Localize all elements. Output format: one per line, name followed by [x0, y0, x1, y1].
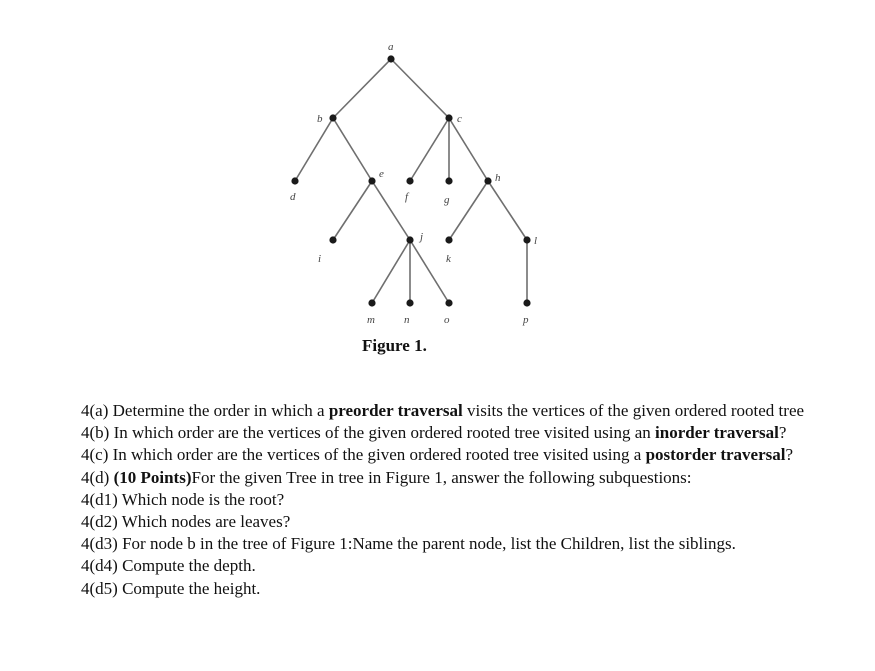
- question-4a: 4(a) Determine the order in which a preorder traversal visits the vertices of the given ordered rooted tree: [81, 401, 805, 420]
- tree-node-d: [291, 177, 298, 184]
- tree-node-i: [329, 236, 336, 243]
- tree-node-o: [445, 299, 452, 306]
- question-4d: 4(d) (10 Points)For the given Tree in tree in Figure 1, answer the following subquestions:: [81, 467, 692, 487]
- tree-node-label-l: l: [534, 235, 538, 247]
- tree-edge-a-c: [391, 59, 449, 118]
- tree-node-p: [523, 299, 530, 306]
- tree-node-label-i: i: [318, 253, 322, 265]
- question-4b: 4(b) In which order are the vertices of the given ordered rooted tree visited using an inorder traversal?: [81, 423, 787, 443]
- tree-node-label-o: o: [444, 314, 450, 326]
- tree-edge-b-e: [333, 118, 372, 181]
- tree-node-label-h: h: [495, 172, 501, 184]
- question-list: [81, 400, 871, 600]
- tree-node-f: [406, 177, 413, 184]
- question-4d4: 4(d4) Compute the depth.: [81, 556, 256, 576]
- tree-edge-e-j: [372, 181, 410, 240]
- tree-node-k: [445, 236, 452, 243]
- tree-node-n: [406, 299, 413, 306]
- tree-edge-j-m: [372, 240, 410, 303]
- tree-node-c: [445, 114, 452, 121]
- tree-node-h: [484, 177, 491, 184]
- tree-node-label-m: m: [367, 314, 375, 326]
- tree-node-label-g: g: [444, 194, 450, 206]
- tree-node-a: [387, 55, 394, 62]
- tree-edge-c-h: [449, 118, 488, 181]
- tree-edge-b-d: [295, 118, 333, 181]
- tree-node-label-e: e: [379, 168, 384, 180]
- tree-node-label-p: p: [523, 314, 529, 326]
- question-4d3: 4(d3) For node b in the tree of Figure 1:Name the parent node, list the Children, list the siblings.: [81, 534, 736, 554]
- tree-edge-h-k: [449, 181, 488, 240]
- tree-edge-e-i: [333, 181, 372, 240]
- question-4d1: 4(d1) Which node is the root?: [81, 489, 285, 509]
- tree-node-label-d: d: [290, 191, 296, 203]
- question-4d5: 4(d5) Compute the height.: [81, 578, 261, 598]
- tree-node-label-b: b: [317, 113, 323, 125]
- tree-node-b: [329, 114, 336, 121]
- tree-node-g: [445, 177, 452, 184]
- tree-node-j: [406, 236, 413, 243]
- tree-node-label-f: f: [405, 191, 409, 203]
- tree-node-e: [368, 177, 375, 184]
- tree-node-l: [523, 236, 530, 243]
- tree-node-label-a: a: [388, 41, 394, 53]
- tree-node-label-k: k: [446, 253, 451, 265]
- tree-edge-j-o: [410, 240, 449, 303]
- tree-node-label-c: c: [457, 113, 462, 125]
- tree-node-label-n: n: [404, 314, 410, 326]
- tree-node-label-j: j: [420, 231, 424, 243]
- figure-caption: Figure 1.: [362, 336, 427, 355]
- question-4d2: 4(d2) Which nodes are leaves?: [81, 512, 291, 532]
- question-4c: 4(c) In which order are the vertices of the given ordered rooted tree visited using a postorder traversal?: [81, 445, 794, 465]
- tree-nodes: [290, 41, 537, 326]
- tree-edge-a-b: [333, 59, 391, 118]
- tree-edge-h-l: [488, 181, 527, 240]
- tree-node-m: [368, 299, 375, 306]
- tree-edge-c-f: [410, 118, 449, 181]
